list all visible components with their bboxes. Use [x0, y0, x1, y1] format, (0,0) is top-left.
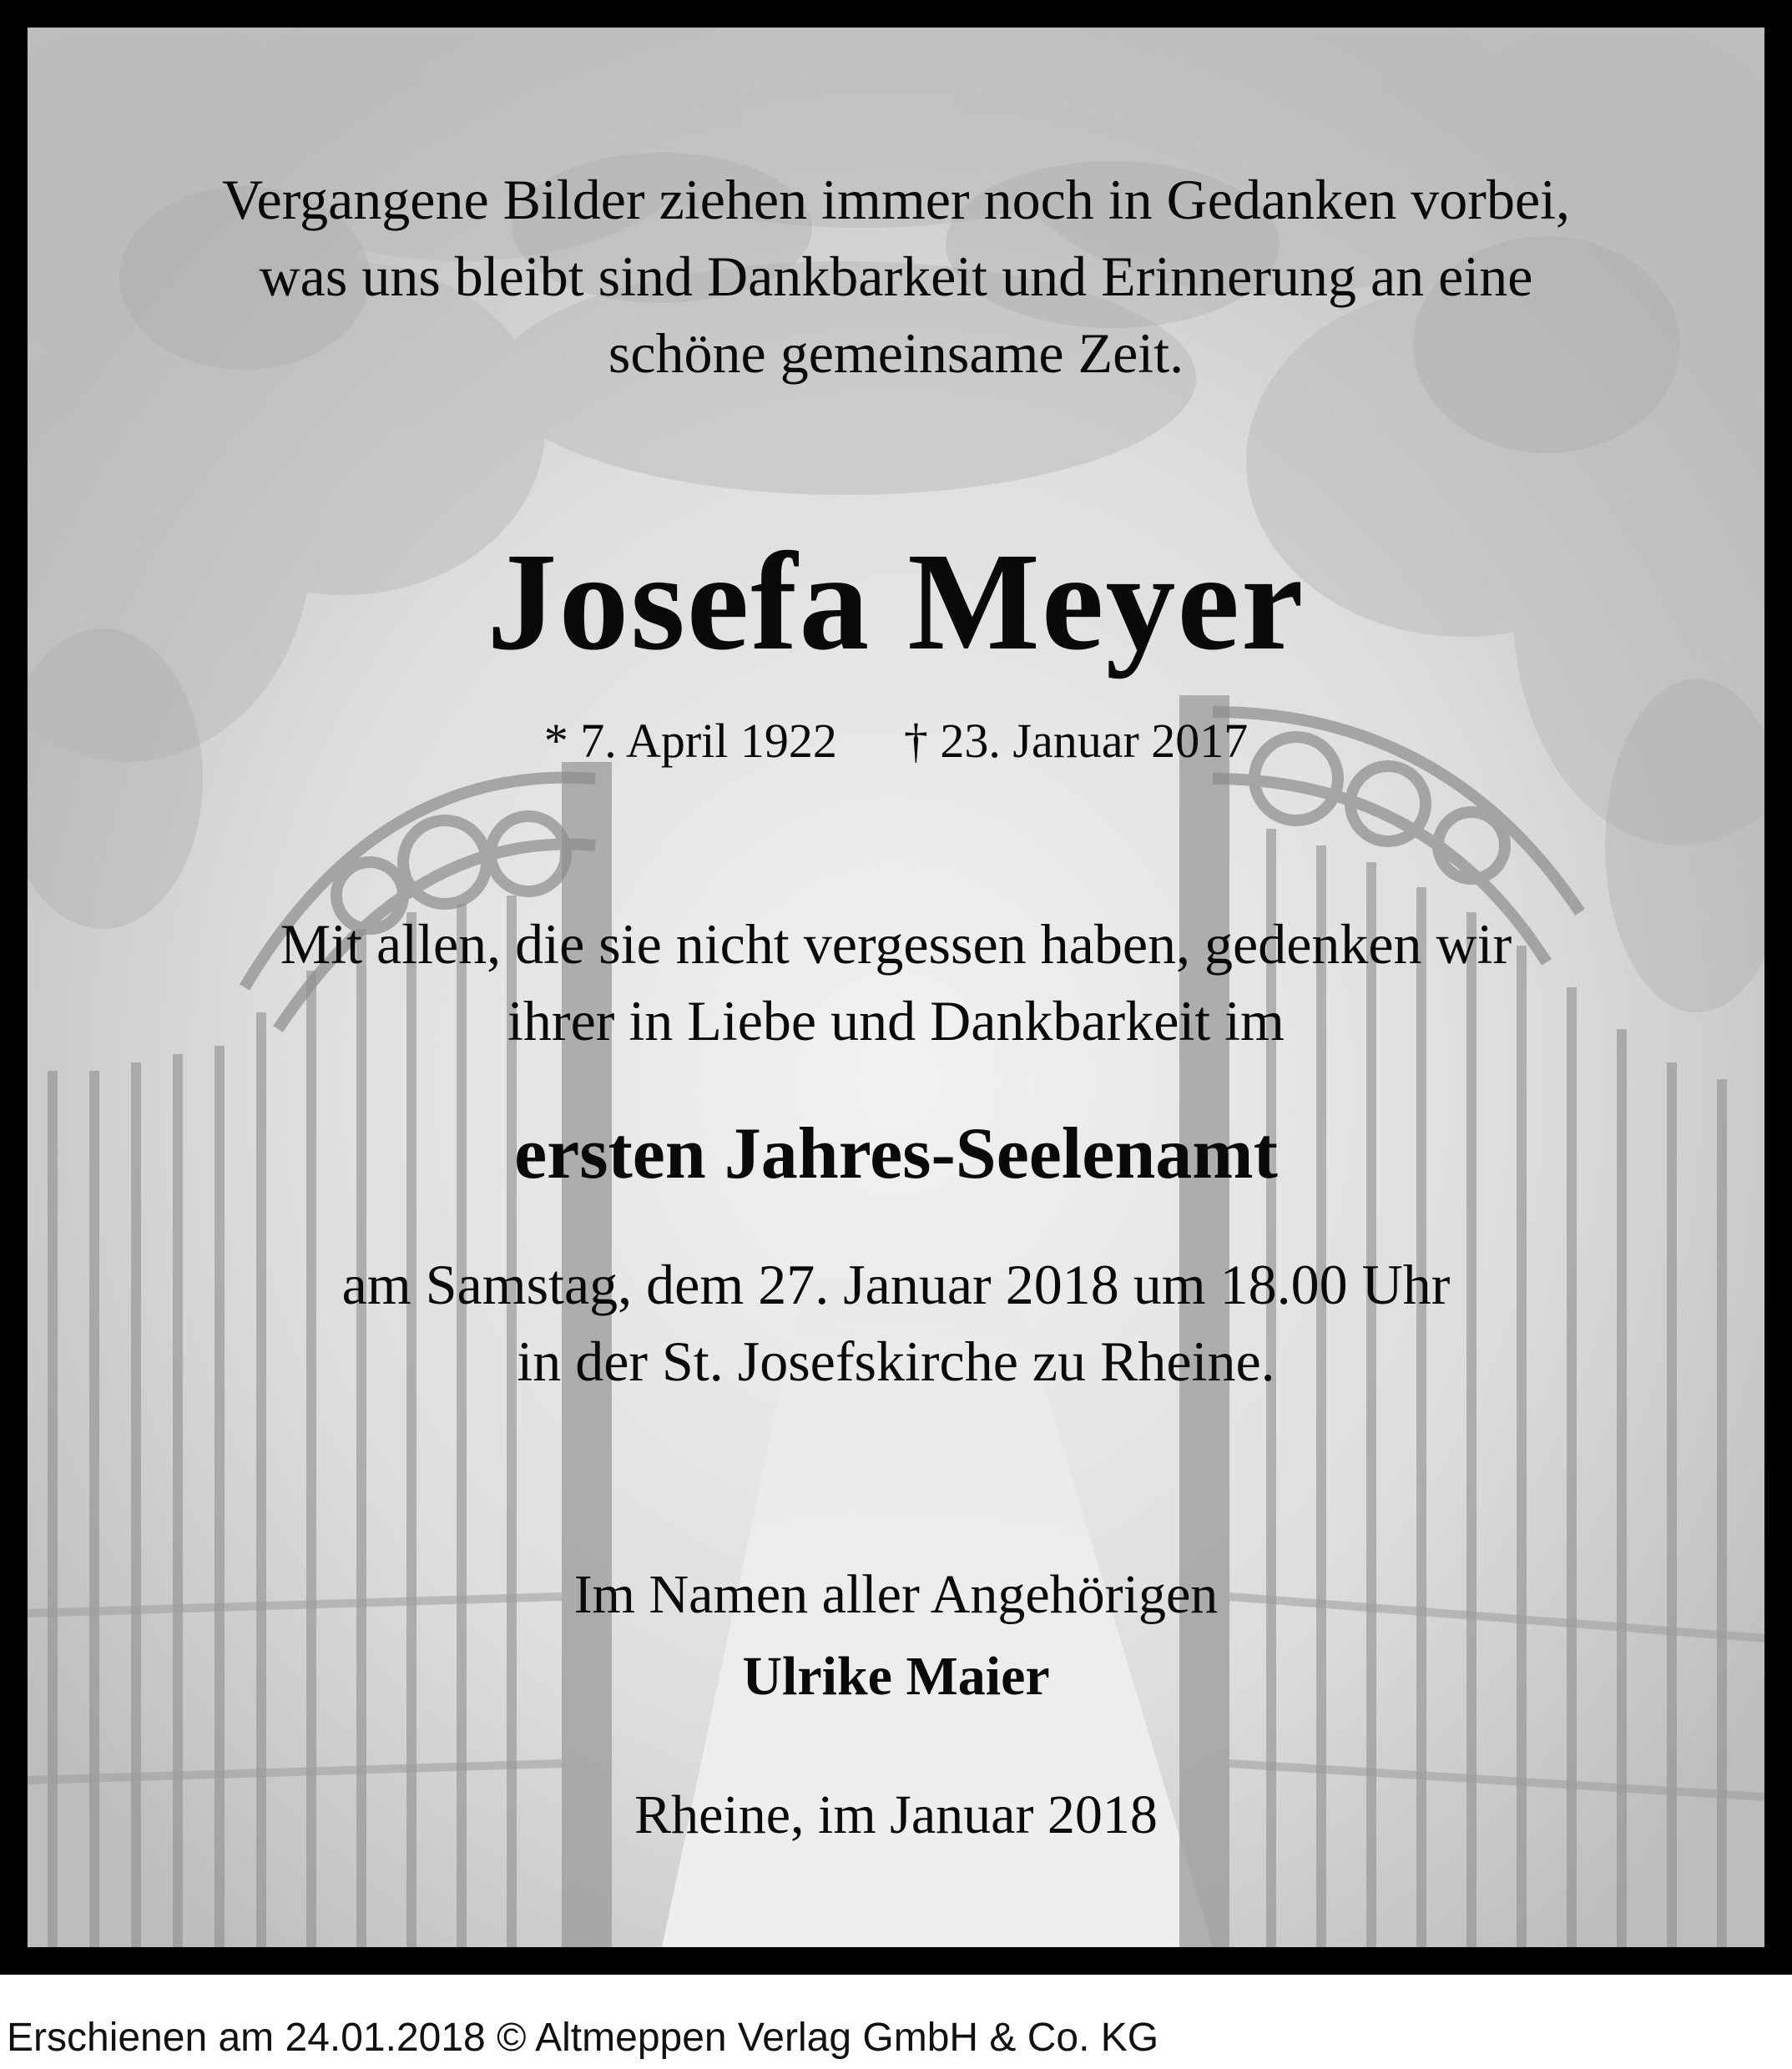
memorial-text-line-2: ihrer in Liebe und Dankbarkeit im — [507, 989, 1285, 1052]
death-date: † 23. Januar 2017 — [903, 714, 1249, 768]
event-details-line-1: am Samstag, dem 27. Januar 2018 um 18.00 Uhr — [341, 1253, 1451, 1316]
verse-line-3: schöne gemeinsame Zeit. — [608, 321, 1184, 385]
signer-label: Im Namen aller Angehörigen — [573, 1564, 1219, 1625]
life-dates — [28, 712, 1764, 770]
place-date: Rheine, im Januar 2018 — [634, 1784, 1158, 1845]
publication-footer: Erschienen am 24.01.2018 © Altmeppen Verlag GmbH & Co. KG — [7, 2016, 1159, 2060]
event-details-line-2: in der St. Josefskirche zu Rheine. — [517, 1330, 1275, 1393]
notice-content — [28, 28, 1764, 1947]
verse-line-2: was uns bleibt sind Dankbarkeit und Erinnerung an eine — [259, 245, 1533, 308]
event-title: ersten Jahres-Seelenamt — [514, 1113, 1278, 1194]
signer-name: Ulrike Maier — [742, 1646, 1050, 1707]
notice-panel — [28, 28, 1764, 1947]
birth-date: * 7. April 1922 — [543, 714, 837, 768]
deceased-name: Josefa Meyer — [487, 524, 1305, 679]
memorial-text-line-1: Mit allen, die sie nicht vergessen haben, gedenken wir — [280, 912, 1512, 976]
verse-line-1: Vergangene Bilder ziehen immer noch in Gedanken vorbei, — [221, 168, 1571, 231]
